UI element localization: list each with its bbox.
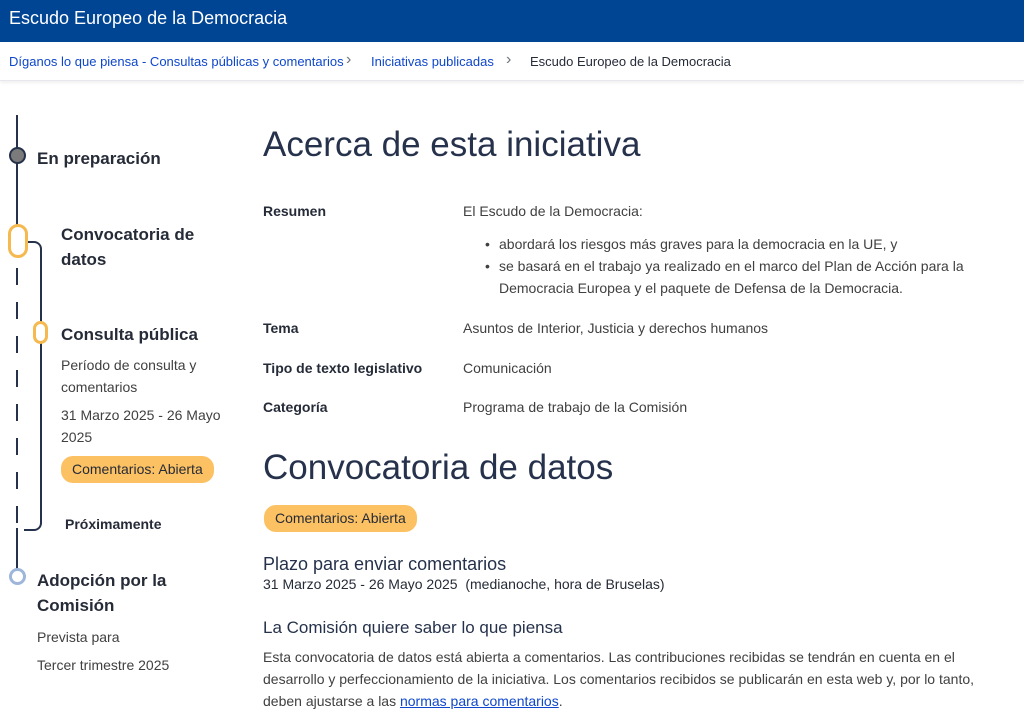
summary-bullet: • abordará los riesgos más graves para la democracia en la UE, y bbox=[463, 233, 1008, 255]
deadline-note: (medianoche, hora de Bruselas) bbox=[465, 576, 665, 592]
chevron-right-icon: › bbox=[346, 51, 352, 68]
summary-list bbox=[463, 233, 1008, 299]
step-future-marker-icon bbox=[9, 568, 26, 585]
chevron-right-icon: › bbox=[506, 51, 512, 68]
top-bar bbox=[0, 0, 1024, 42]
timeline-line bbox=[16, 528, 18, 572]
type-label: Tipo de texto legislativo bbox=[263, 360, 423, 376]
about-heading: Acerca de esta iniciativa bbox=[263, 125, 641, 164]
consultation-period-line1: Período de consulta y bbox=[61, 357, 197, 373]
breadcrumb-link-have-your-say[interactable]: Díganos lo que piensa - Consultas públicas y comentarios bbox=[9, 54, 344, 69]
feedback-end: . bbox=[558, 693, 563, 709]
call-heading: Convocatoria de datos bbox=[263, 448, 614, 487]
step-open-marker-icon bbox=[8, 224, 28, 258]
deadline-heading: Plazo para enviar comentarios bbox=[263, 554, 507, 574]
consultation-status-badge: Comentarios: Abierta bbox=[61, 456, 214, 483]
timeline-line bbox=[16, 115, 18, 225]
step-call-title-line1: Convocatoria de bbox=[61, 225, 195, 244]
type-value: Comunicación bbox=[463, 360, 552, 376]
summary-label: Resumen bbox=[263, 203, 327, 219]
category-label: Categoría bbox=[263, 399, 328, 415]
timeline-branch-line bbox=[24, 241, 42, 531]
step-adoption-title-line2: Comisión bbox=[37, 596, 115, 615]
site-title: Escudo Europeo de la Democracia bbox=[9, 8, 288, 28]
step-done-marker-icon bbox=[9, 147, 26, 164]
feedback-rules-link[interactable]: normas para comentarios bbox=[399, 693, 559, 709]
step-preparation-title: En preparación bbox=[37, 149, 161, 168]
feedback-text: Esta convocatoria de datos está abierta a comentarios. Las contribuciones recibidas se tendrán en cuenta en el desarrollo y perfeccionamiento de la iniciativa. Los comentarios recibidos se publicarán en esta web y, por lo tanto, deben ajustarse a las bbox=[263, 649, 975, 709]
upcoming-label: Próximamente bbox=[65, 516, 162, 532]
timeline-dashed-line bbox=[16, 268, 18, 524]
deadline-line bbox=[263, 576, 665, 592]
breadcrumb bbox=[0, 43, 1024, 81]
category-value: Programa de trabajo de la Comisión bbox=[463, 399, 688, 415]
topic-value: Asuntos de Interior, Justicia y derechos humanos bbox=[463, 320, 769, 336]
breadcrumb-link-published-initiatives[interactable]: Iniciativas publicadas bbox=[371, 54, 494, 69]
adoption-quarter: Tercer trimestre 2025 bbox=[37, 657, 170, 673]
step-adoption-title-line1: Adopción por la bbox=[37, 571, 167, 590]
summary-intro: El Escudo de la Democracia: bbox=[463, 203, 643, 219]
consultation-dates-line2: 2025 bbox=[61, 429, 93, 445]
consultation-dates-line1: 31 Marzo 2025 - 26 Mayo bbox=[61, 407, 221, 423]
substep-open-marker-icon bbox=[33, 321, 48, 344]
call-status-badge: Comentarios: Abierta bbox=[264, 505, 417, 532]
step-consultation-title: Consulta pública bbox=[61, 325, 198, 344]
feedback-paragraph bbox=[263, 646, 1013, 712]
summary-bullet: • se basará en el trabajo ya realizado en el marco del Plan de Acción para la Democracia Europea y el paquete de Defensa de la Democracia. bbox=[463, 255, 1008, 299]
deadline-dates: 31 Marzo 2025 - 26 Mayo 2025 bbox=[263, 576, 458, 592]
topic-label: Tema bbox=[263, 320, 299, 336]
step-call-title-line2: datos bbox=[61, 250, 107, 269]
breadcrumb-current: Escudo Europeo de la Democracia bbox=[530, 54, 731, 69]
consultation-period-line2: comentarios bbox=[61, 379, 138, 395]
adoption-planned-label: Prevista para bbox=[37, 629, 120, 645]
feedback-heading: La Comisión quiere saber lo que piensa bbox=[263, 618, 563, 637]
